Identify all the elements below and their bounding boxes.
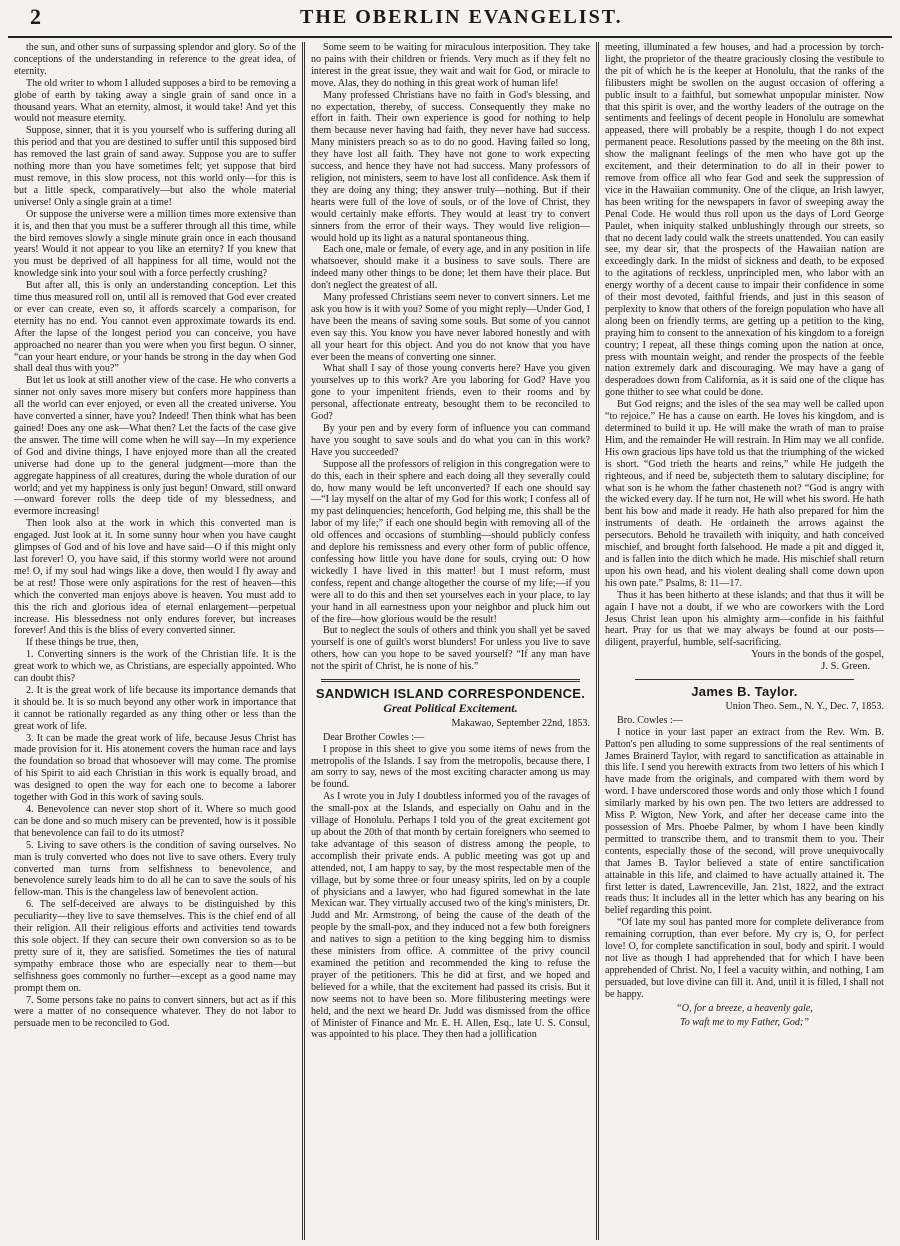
- paragraph: Each one, male or female, of every age, and in any position in life whatsoever, should make it a business to save souls. There are indeed many other things to be done; let them have their place. But don't neglect the greatest of all.: [311, 244, 590, 292]
- paragraph: 4. Benevolence can never stop short of it. Where so much good can be done and so much misery can be prevented, how is it possible that benevolence can fail to do its utmost?: [14, 804, 296, 839]
- masthead: [0, 0, 900, 40]
- paragraph: But to neglect the souls of others and think you shall yet be saved yourself is one of guilt's worst blunders! For unless you live to save others, how can you hope to be saved yourself? “If any man have not the spirit of Christ, he is none of his.”: [311, 625, 590, 673]
- letter-signoff: Yours in the bonds of the gospel,: [751, 649, 884, 661]
- paragraph: 1. Converting sinners is the work of the Christian life. It is the great work to which we, as Christians, are especially appointed. Who can doubt this?: [14, 649, 296, 685]
- column-3: [596, 42, 890, 1240]
- paragraph: The old writer to whom I alluded supposes a bird to be removing a globe of earth by taking away a single grain of sand once in a thousand years. What an eternity, almost, it would take! And yet this would not measure eternity.: [14, 77, 296, 125]
- paragraph: As I wrote you in July I doubtless informed you of the ravages of the small-pox at the Islands, and especially on Oahu and in the village of Honolulu. Perhaps I told you of the great excitement got up about the 20th of that month by certain foreigners who seemed to take advantage of this season of distress among the people, to accomplish their private ends. A public meeting was got up and attended, not, I am happy to say, by the most respectable men of the village, but by some three or four uneasy spirits, led on by a couple of physicians and a lawyer, who had figured somewhat in the late Mexican war. They virtually accused two of the king's ministers, Dr. Judd and Mr. Armstrong, of being the cause of the death of the people by the small-pox, and they induced not a few both foreigners and natives to sign a petition to the king begging him to dismiss these ministers from office. A committee of the privy council examined the petition and recommended the king to refuse the prayer of the petitioners. This he did at first, and we hoped and believed for a while, that the excitement had passed its crisis. But it now seems not to have been so. More filibustering meetings were held, and the next we heard Dr. Judd was dismissed from the office of Minister of Finance and Mr. E. H. Allen, Esq., late U. S. Consul, was appointed to his place. They then had a jollification: [311, 791, 590, 1041]
- paragraph: 3. It can be made the great work of life, because Jesus Christ has made provision for it. His atonement covers the human race and lays the foundation so broad that whosoever will may come. The promise of his Spirit to aid each Christian in this work is equally broad, and was designed to open the way for each one to become a laborer together with God in this work of saving souls.: [14, 732, 296, 804]
- paragraph: I propose in this sheet to give you some items of news from the metropolis of the Islands. I say from the metropolis, because there, I am sorry to say, news of the most exciting character among us may be found.: [311, 743, 590, 791]
- poem-line: To waft me to my Father, God;”: [680, 1016, 809, 1028]
- paragraph: 7. Some persons take no pains to convert sinners, but act as if this were a matter of no consequence whatever. They do not labor to persuade men to be reconciled to God.: [14, 994, 296, 1030]
- section-subheading: Great Political Excitement.: [383, 700, 518, 715]
- columns: [8, 42, 892, 1240]
- paragraph: 2. It is the great work of life because its importance demands that it should be. It is so much beyond any other work in importance that it cannot be rationally regarded as any thing other or less than the great work of life.: [14, 684, 296, 732]
- section-divider: [635, 679, 854, 680]
- dateline: Union Theo. Sem., N. Y., Dec. 7, 1853.: [725, 700, 884, 712]
- paragraph: Suppose all the professors of religion in this congregation were to do this, each in their sphere and each doing all they severally could do, how many would be left unconverted? If each one should say—“I lay myself on the altar of my God for this work; I confess all of my past delinquencies; henceforth, God helping me, this shall be the labor of my life;” if each one should begin with removing all of the old offences and occasions of stumbling—should publicly confess and deplore his remissness and every other form of public offence, confessing how little you have done for souls, crying out: O how wickedly I have lived in this matter! but I must reform, must confess, repent and change altogether the course of my life;—if you were all to do this and then set yourselves each in your place, to lay your hand in all earnestness upon your neighbor and pluck him out of the fire—how glorious would be the result!: [311, 458, 590, 625]
- dateline: Makawao, September 22nd, 1853.: [451, 717, 590, 729]
- section-divider: [321, 679, 580, 682]
- paragraph: Many professed Christians have no faith in God's blessing, and no expectation, thereby, of success. Consequently they make no effort in faith. Their own experience is good for nothing to help them because never having had faith, they never have had success. Many ministers preach so as to do no good. Having failed so long, they have lost all faith. They have not gone to work expecting success, and hence they have not had success. Many professors of religion, not ministers, seem to have lost all confidence. Ask them if they are doing any thing; they answer truly—nothing. But if their hearts were full of the love of souls, or of the love of Christ, they would certainly make efforts. They would at least try to convert sinners from the error of their ways. They would live religion—would hold up its light as a natural spontaneous thing.: [311, 89, 590, 244]
- header-rule: [8, 36, 892, 38]
- paragraph: If these things be true, then,: [26, 637, 139, 649]
- paragraph: the sun, and other suns of surpassing splendor and glory. So of the conceptions of the understanding in reference to the great idea, of eternity.: [14, 42, 296, 77]
- paragraph: Or suppose the universe were a million times more extensive than it is, and then that you must be a sufferer through all this time, while the bird removes slowly a single minute grain once in each thousand years! Would it not appear to you like an eternity? If you knew that you must be deprived of all happiness for all time, would not the knowledge sink into your soul with a force perfectly crushing?: [14, 208, 296, 280]
- letter-signature: J. S. Green.: [821, 661, 870, 673]
- paragraph: What shall I say of those young converts here? Have you given yourselves up to this work? Are you laboring for God? Have you gone to your impenitent friends, even to their rooms and by personal, affectionate entreaty, besought them to be reconciled to God?: [311, 363, 590, 423]
- page-number: 2: [30, 4, 41, 29]
- paragraph: meeting, illuminated a few houses, and had a procession by torch-light, the proprietor of the theatre graciously closing the vestibule to the pit of which he is the keeper at Honolulu, that the ranks of the filibusters might be swollen on the august occasion of offering a public insult to a faithful, but somewhat unpopular minister. Now that this spirit is over, and the worthy leaders of the outrage on the sentiments and feelings of decent people in Honolulu are somewhat appeased, there will probably be a respite, though I do not expect permanent peace. Resolutions passed by the meeting on the 8th inst. show the malignant feelings of the men who have got up the excitement, and their determination to do all in their power to remove from office all who fear God and seek the suppression of vice in the Hawaiian community. One of the clique, an Irish lawyer, has been writing for the newspapers in favor of sweeping away the Penal Code. He would thus roll upon us the days of Lord George Paulet, when iniquity stalked unblushingly through our streets, so that no decent lady could walk the streets unattended. You can easily see, my dear sir, that the prospects of the Hawaiian nation are exceedingly dark. In the midst of sickness and death, to be exposed to the agitations of reckless, unprincipled men, who labor with an energy worthy of a decent cause to impair their confidence in some of their most devoted, faithful friends, and just in this season of perplexity to know that others of the foreign population who have all along been on friendly terms, are getting up a petition to the king, praying him to consent to the annexation of his kingdom to a foreign country; I repeat, all these things coming upon the nation at once, press with mountain weight, and render the prospects of the feeble nation extremely dark and discouraging. We may have a gang of desperadoes down from California, as it is said one of the clique has gone thither to see what could be done.: [605, 42, 884, 399]
- poem-line: “O, for a breeze, a heavenly gale,: [676, 1002, 813, 1014]
- salutation: Bro. Cowles :—: [617, 714, 683, 726]
- paragraph: But let us look at still another view of the case. He who converts a sinner not only saves more misery but confers more happiness than all the world can ever enjoyed, or even all the created universe. You have converted a sinner, have you? Indeed! Then think what has been gained! Does any one ask—What then? Let the facts of the case give the answer. The time will come when he will say—In my experience of God and divine things, I have enjoyed more than all the created universe had done up to the general judgment—more than the aggregate happiness of all creatures, during the whole duration of our world; and yet my happiness is only just begun! Onward, still onward—onward forever rolls the deep tide of my blessedness, and evermore increasing!: [14, 375, 296, 518]
- paragraph: Many professed Christians seem never to convert sinners. Let me ask you how is it with you? Some of you might reply—Under God, I have been the means of saving some souls. But some of you cannot even say this. You know you have never labored honestly and with all your heart for this object. And you do not know that you have ever been the means of converting one sinner.: [311, 292, 590, 363]
- paragraph: But God reigns; and the isles of the sea may well be called upon “to rejoice.” He has a cause on earth. He loves his kingdom, and is determined to build it up. He will make the wrath of man to praise Him, and the remainder He will restrain. In Him may we all confide. His own gracious lips have told us that the triumphing of the wicked is short. “God trieth the hearts and reins,” while He judgeth the righteous, and if need be, subjecteth them to salutary discipline; for what son is he whom the father chasteneth not? “God is angry with the wicked every day. If he turn not, He will whet his sword. He hath bent his bow and made it ready. He hath also prepared for him the instruments of death. He ordaineth the arrows against the persecutors. Behold he travaileth with iniquity, and hath conceived mischief, and brought forth falsehood. He made a pit and digged it, and is fallen into the ditch which he made. His mischief shall return upon his own head, and his violent dealing shall come down upon his own pate.” Psalms, 8: 11—17.: [605, 399, 884, 589]
- paragraph: But after all, this is only an understanding conception. Let this time thus measured roll on, until all is removed that God ever created or ever can create, even so, it affords scarcely a comparison, for eternity has no end. You cannot even approximate towards its end. After the lapse of the longest period you can conceive, you have approached no nearer than you were when you first begun. O sinner, “can your heart endure, or your hands be strong in the day when God shall deal thus with you?”: [14, 280, 296, 375]
- paragraph: I notice in your last paper an extract from the Rev. Wm. B. Patton's pen alluding to some suppressions of the real sentiments of James Brainerd Taylor, with regard to sanctification as attainable in this life. I send you herewith extracts from two letters of his which I have made from the originals, and compared with them word by word. I have underscored those words and only those which I found similarly marked by his own pen. The two letters are addressed to Miss P. Wigton, New York, and after her decease came into the possession of Mrs. Phoebe Palmer, by whom I have been kindly permitted to transcribe them, and to transmit them to you. Their contents, especially those of the second, will prove unequivocally that James B. Taylor believed a state of entire sanctification attainable in this life, and claimed to have actually attained it. The first letter is dated, Lawrenceville, Jan. 21st, 1822, and the extract reads thus: It includes all in the letter which has any bearing on his belief regarding this point.: [605, 726, 884, 917]
- paragraph: Suppose, sinner, that it is you yourself who is suffering during all this period and that you are destined to suffer until this supposed bird has removed the last grain of sand away. Suppose you are to suffer nothing more than you have sometimes felt; yet suppose that bird must remove, in this slow process, not this world only—for this is but a little speck, comparatively—but also the whole material universe! Only a single grain at a time!: [14, 125, 296, 208]
- section-heading-james-taylor: James B. Taylor.: [691, 684, 798, 700]
- column-1: [8, 42, 302, 1240]
- paragraph: Some seem to be waiting for miraculous interposition. They take no pains with their children or friends. Very much as if they felt no interest in the great issue, they wait and wait for God, or miracle to move. Alas, they do nothing in this great work of human life!: [311, 42, 590, 89]
- newspaper-title: THE OBERLIN EVANGELIST.: [300, 6, 623, 28]
- paragraph: Then look also at the work in which this converted man is engaged. Just look at it. In some sunny hour when you have caught glimpses of God and of his love and have said—O if this might only last forever! O, you have said, if this stormy world were not around me! O, if my soul had wings like a dove, then would I fly away and be at rest! Those were only aspirations for the rest of heaven—this which the converted man enjoys above is heaven. You must add to this the rich and glorious idea of eternal enlargement—perpetual increase. His blessedness not only endures forever, but increases forever! And this is the bliss of every converted sinner.: [14, 518, 296, 637]
- paragraph: 5. Living to save others is the condition of saving ourselves. No man is truly converted who does not live to save others. Every truly converted man turns from selfishness to benevolence, and benevolence surely leads him to do all he can to save the souls of his fellow-man. This is the changeless law of benevolent action.: [14, 839, 296, 899]
- paragraph: Thus it has been hitherto at these islands; and that thus it will be again I have not a doubt, if we who are coworkers with the Lord Jesus Christ lean upon his almighty arm—confide in his faithful heart. Pray for us that we may always be found at our posts—diligent, prayerful, humble, self-sacrificing.: [605, 589, 884, 649]
- section-heading-sandwich-island: SANDWICH ISLAND CORRESPONDENCE.: [315, 686, 586, 702]
- column-2: [302, 42, 596, 1240]
- paragraph: 6. The self-deceived are always to be distinguished by this peculiarity—they live to save themselves. This is the chief end of all their religion. All their religious efforts and activities tend towards this sole object. If they can secure their own conversion so as to be pretty sure of it, they are satisfied. Sometimes the ties of natural sympathy embrace those who are especially near to them—but selfishness goes commonly no further—except as a good name may prompt them on.: [14, 899, 296, 994]
- paragraph: “Of late my soul has panted more for complete deliverance from remaining corruption, than ever before. My cry is, O, for perfect love! O, for complete sanctification in soul, body and spirit. I would not live as though I had apprehended that for which I have been apprehended of Christ. No, I feel a vacuity within, and nothing, I am persuaded, but love divine can fill it. And, until it is filled, I shall not be happy.: [605, 917, 884, 1000]
- paragraph: By your pen and by every form of influence you can command have you sought to save souls and do what you can in this work? Have you succeeded?: [311, 423, 590, 458]
- salutation: Dear Brother Cowles :—: [323, 731, 425, 743]
